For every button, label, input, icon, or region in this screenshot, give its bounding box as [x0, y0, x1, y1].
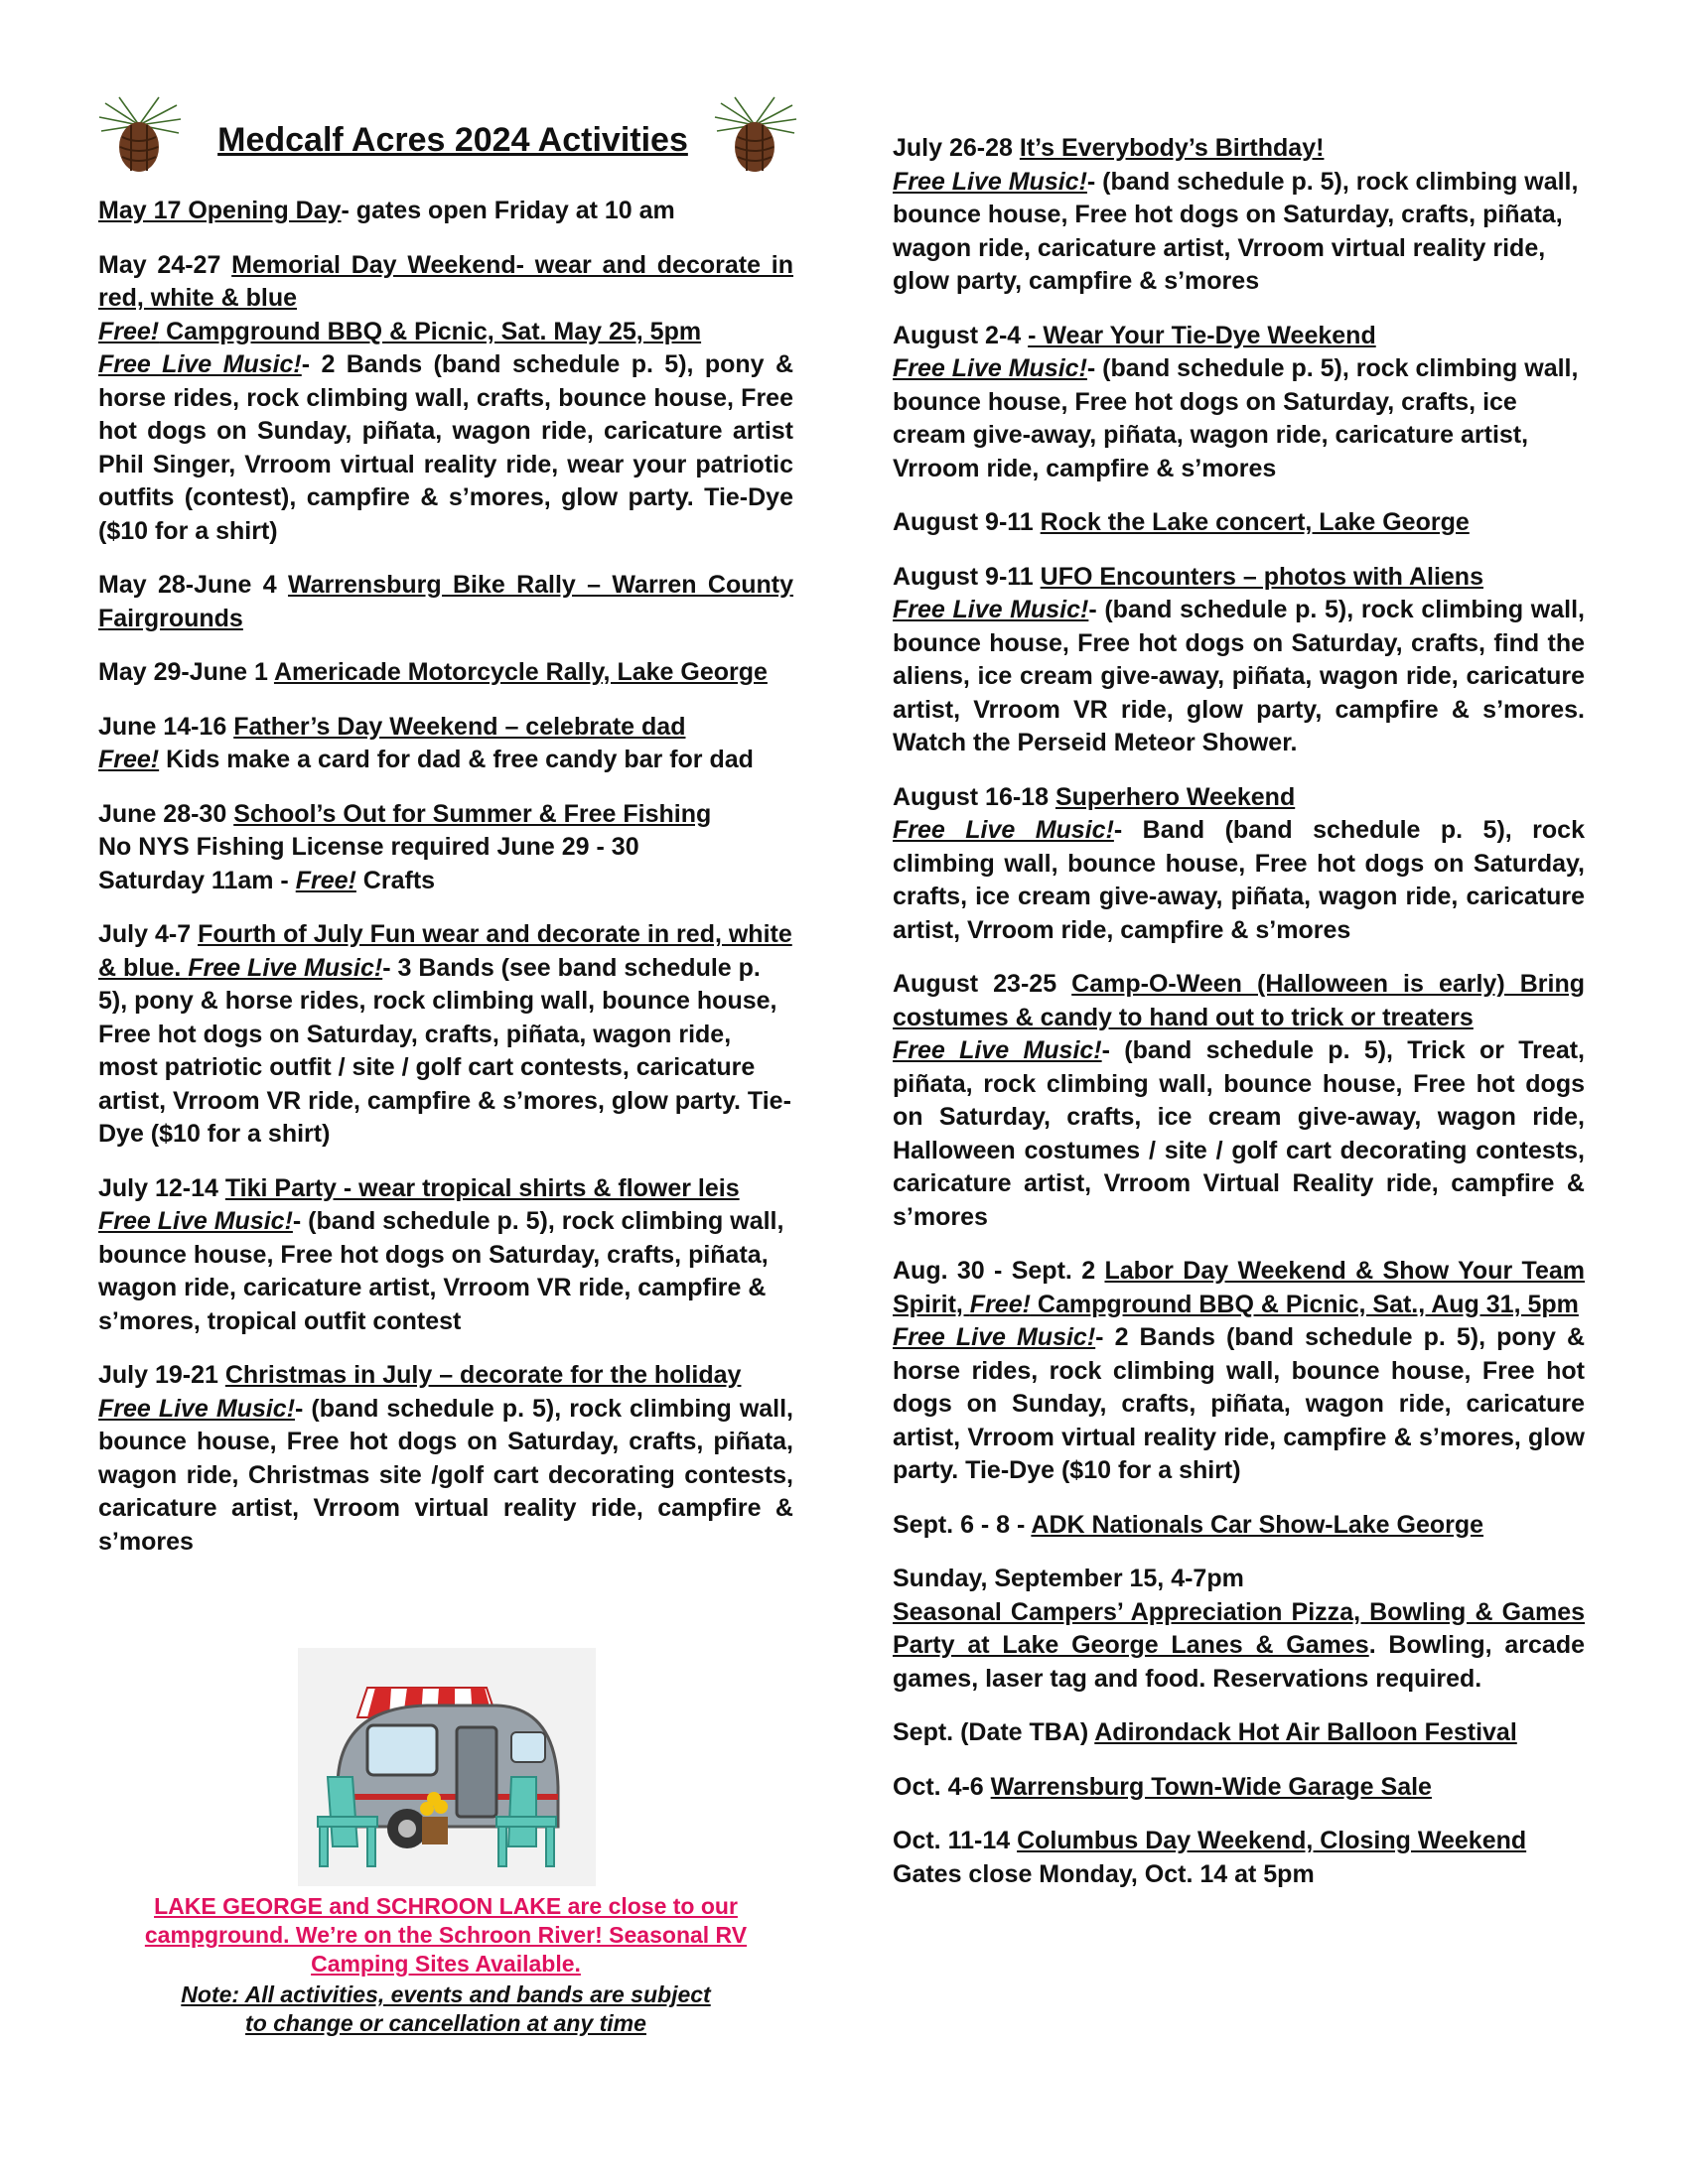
- free-live-music-label: Free Live Music!: [893, 354, 1087, 382]
- event-title: Americade Motorcycle Rally, Lake George: [273, 658, 768, 686]
- event-title: Campground BBQ & Picnic, Sat., Aug 31, 5pm: [1030, 1290, 1579, 1318]
- event-date: August 9-11: [893, 562, 1041, 591]
- event-date: June 28-30: [98, 799, 234, 828]
- event-title: Columbus Day Weekend, Closing Weekend: [1017, 1827, 1527, 1854]
- event-title: Warrensburg Town-Wide Garage Sale: [990, 1772, 1432, 1801]
- free-live-music-label: Free Live Music!: [893, 167, 1087, 196]
- free-label: Free!: [98, 746, 160, 773]
- free-label: Free!: [98, 317, 160, 345]
- event-entry: [98, 569, 793, 635]
- event-title: Tiki Party - wear tropical shirts & flower leis: [224, 1173, 740, 1202]
- event-entry: [98, 1359, 793, 1559]
- free-live-music-label: Free Live Music!: [893, 596, 1089, 623]
- event-date: August 16-18: [893, 782, 1055, 811]
- event-entry: [893, 1509, 1585, 1543]
- event-entry: [893, 561, 1585, 760]
- free-live-music-label: Free Live Music!: [188, 953, 383, 982]
- free-live-music-label: Free Live Music!: [893, 1036, 1102, 1064]
- event-entry: [893, 1771, 1585, 1805]
- event-entry: [893, 320, 1585, 486]
- event-title: - Wear Your Tie-Dye Weekend: [1028, 321, 1376, 349]
- event-subtitle: Campground BBQ & Picnic, Sat. May 25, 5pm: [159, 317, 702, 345]
- event-entry: [893, 1563, 1585, 1696]
- event-text: - gates open Friday at 10 am: [341, 197, 675, 224]
- event-entry: [98, 249, 793, 549]
- event-text: - (band schedule p. 5), rock climbing wall, bounce house, Free hot dogs on Saturday, crafts, piñata, wagon ride, caricature artist, Vrroom VR ride, campfire & s’mores, tropical outfit contest: [98, 1207, 784, 1335]
- disclaimer-line: to change or cancellation at any time: [245, 2010, 646, 2036]
- event-entry: [98, 918, 793, 1152]
- event-text: - (band schedule p. 5), rock climbing wall, bounce house, Free hot dogs on Saturday, crafts, piñata, wagon ride, Christmas site /golf cart decorating contests, caricature artist, Vrroom virtual reality ride, campfire & s’mores: [98, 1394, 793, 1556]
- event-title: Memorial Day Weekend- wear and decorate in red, white & blue: [98, 250, 793, 312]
- event-title: School’s Out for Summer & Free Fishing: [233, 799, 712, 828]
- page-title: Medcalf Acres 2024 Activities: [217, 121, 688, 159]
- event-date: July 19-21: [98, 1361, 225, 1389]
- event-text: Kids make a card for dad & free candy bar for dad: [159, 746, 754, 773]
- free-live-music-label: Free Live Music!: [98, 350, 302, 378]
- event-date-title: May 17 Opening Day: [98, 197, 342, 224]
- event-title: Camp-O-Ween (Halloween is early) Bring costumes & candy to hand out to trick or treaters: [893, 970, 1585, 1031]
- event-title: Fourth of July Fun wear and decorate in red, white & blue.: [98, 920, 792, 982]
- pinecone-icon: [95, 95, 183, 175]
- event-title: Rock the Lake concert, Lake George: [1040, 508, 1470, 536]
- event-title: UFO Encounters – photos with Aliens: [1040, 562, 1483, 591]
- event-date: June 14-16: [98, 712, 234, 741]
- event-text: - 2 Bands (band schedule p. 5), pony & horse rides, rock climbing wall, bounce house, Free hot dogs on Sunday, crafts, piñata, wagon ride, caricature artist, Vrroom virtual reality ride, campfire & s’mores, glow party. Tie-Dye ($10 for a shirt): [893, 1323, 1585, 1484]
- event-entry: [893, 1825, 1585, 1891]
- event-text: - 2 Bands (band schedule p. 5), pony & horse rides, rock climbing wall, crafts, bounce house, Free hot dogs on Sunday, piñata, wagon ride, caricature artist Phil Singer, Vrroom virtual reality ride, wear your patriotic outfits (contest), campfire & s’mores, glow party. Tie-Dye ($10 for a shirt): [98, 350, 793, 545]
- free-live-music-label: Free Live Music!: [98, 1207, 293, 1235]
- event-text: - (band schedule p. 5), rock climbing wall, bounce house, Free hot dogs on Saturday, crafts, piñata, wagon ride, caricature artist, Vrroom virtual reality ride, glow party, campfire & s’mores: [893, 167, 1579, 295]
- event-title: Father’s Day Weekend – celebrate dad: [233, 712, 686, 741]
- event-date: Sept. (Date TBA): [893, 1718, 1095, 1746]
- event-entry: [893, 506, 1585, 540]
- free-live-music-label: Free Live Music!: [98, 1394, 296, 1423]
- vintage-camper-illustration: [298, 1648, 596, 1886]
- right-column: [893, 132, 1585, 1912]
- event-entry: [98, 711, 793, 777]
- event-text: - (band schedule p. 5), Trick or Treat, piñata, rock climbing wall, bounce house, Free hot dogs on Saturday, crafts, ice cream give-away, wagon ride, Halloween costumes / site / golf cart decorating contests, caricature artist, Vrroom Virtual Reality ride, campfire & s’mores: [893, 1036, 1585, 1231]
- event-title: Christmas in July – decorate for the holiday: [224, 1361, 742, 1389]
- event-date: May 24-27: [98, 250, 232, 279]
- event-entry: [893, 781, 1585, 948]
- event-entry: [893, 1255, 1585, 1488]
- event-entry: [98, 798, 793, 898]
- title-header: [95, 95, 800, 175]
- event-date: July 12-14: [98, 1173, 225, 1202]
- free-label: Free!: [969, 1290, 1031, 1318]
- event-date: Oct. 11-14: [893, 1827, 1018, 1854]
- location-notice: LAKE GEORGE and SCHROON LAKE are close to our campground. We’re on the Schroon River! Seasonal RV Camping Sites Available.: [144, 1893, 748, 1977]
- event-entry: [98, 195, 793, 228]
- event-date: Aug. 30 - Sept. 2: [893, 1257, 1105, 1285]
- event-date: Sept. 6 - 8 -: [893, 1510, 1032, 1539]
- disclaimer-line: Note: All activities, events and bands are subject: [181, 1981, 711, 2007]
- free-live-music-label: Free Live Music!: [893, 816, 1114, 844]
- event-entry: [893, 968, 1585, 1234]
- event-text: - Band (band schedule p. 5), rock climbing wall, bounce house, Free hot dogs on Saturday, crafts, ice cream give-away, piñata, wagon ride, caricature artist, Vrroom ride, campfire & s’mores: [893, 816, 1585, 944]
- event-text: - (band schedule p. 5), rock climbing wall, bounce house, Free hot dogs on Saturday, crafts, find the aliens, ice cream give-away, piñata, wagon ride, caricature artist, Vrroom VR ride, glow party, campfire & s’mores. Watch the Perseid Meteor Shower.: [893, 596, 1585, 756]
- event-title: ADK Nationals Car Show-Lake George: [1031, 1510, 1484, 1539]
- event-text: Gates close Monday, Oct. 14 at 5pm: [893, 1859, 1315, 1888]
- event-entry: [98, 656, 793, 690]
- event-date: July 4-7: [98, 920, 199, 948]
- event-text: Saturday 11am -: [98, 866, 296, 894]
- event-title: Superhero Weekend: [1055, 782, 1296, 811]
- event-text: - (band schedule p. 5), rock climbing wall, bounce house, Free hot dogs on Saturday, crafts, ice cream give-away, piñata, wagon ride, caricature artist, Vrroom ride, campfire & s’mores: [893, 354, 1579, 482]
- event-text: Crafts: [355, 866, 436, 894]
- event-entry: [893, 132, 1585, 299]
- event-title: Seasonal Campers’ Appreciation Pizza, Bowling & Games Party at Lake George Lanes & Games: [893, 1597, 1585, 1659]
- event-text: No NYS Fishing License required June 29 - 30: [98, 833, 639, 861]
- event-title: It’s Everybody’s Birthday!: [1019, 134, 1325, 162]
- left-column: [98, 195, 793, 1579]
- event-entry: [98, 1172, 793, 1339]
- event-entry: [893, 1716, 1585, 1750]
- event-date: Sunday, September 15, 4-7pm: [893, 1565, 1244, 1592]
- event-text: . Bowling, arcade games, laser tag and food. Reservations required.: [893, 1631, 1585, 1693]
- pinecone-icon: [711, 95, 798, 175]
- event-title: Warrensburg Bike Rally – Warren County Fairgrounds: [98, 571, 793, 632]
- disclaimer-note: [98, 1980, 793, 2038]
- event-date: July 26-28: [893, 134, 1020, 162]
- event-date: August 23-25: [893, 970, 1072, 998]
- event-date: May 29-June 1: [98, 658, 274, 686]
- event-title: Labor Day Weekend & Show Your Team Spirit,: [893, 1257, 1585, 1318]
- event-date: August 2-4: [893, 321, 1029, 349]
- event-title: Adirondack Hot Air Balloon Festival: [1094, 1718, 1517, 1746]
- free-live-music-label: Free Live Music!: [893, 1323, 1096, 1351]
- event-date: August 9-11: [893, 508, 1041, 536]
- free-label: Free!: [295, 866, 356, 894]
- event-text: - 3 Bands (see band schedule p. 5), pony & horse rides, rock climbing wall, bounce house, Free hot dogs on Saturday, crafts, piñata, wagon ride, most patriotic outfit / site / golf cart contests, caricature artist, Vrroom VR ride, campfire & s’mores, glow party. Tie-Dye ($10 for a shirt): [98, 953, 791, 1148]
- event-date: May 28-June 4: [98, 571, 288, 599]
- event-date: Oct. 4-6: [893, 1772, 991, 1801]
